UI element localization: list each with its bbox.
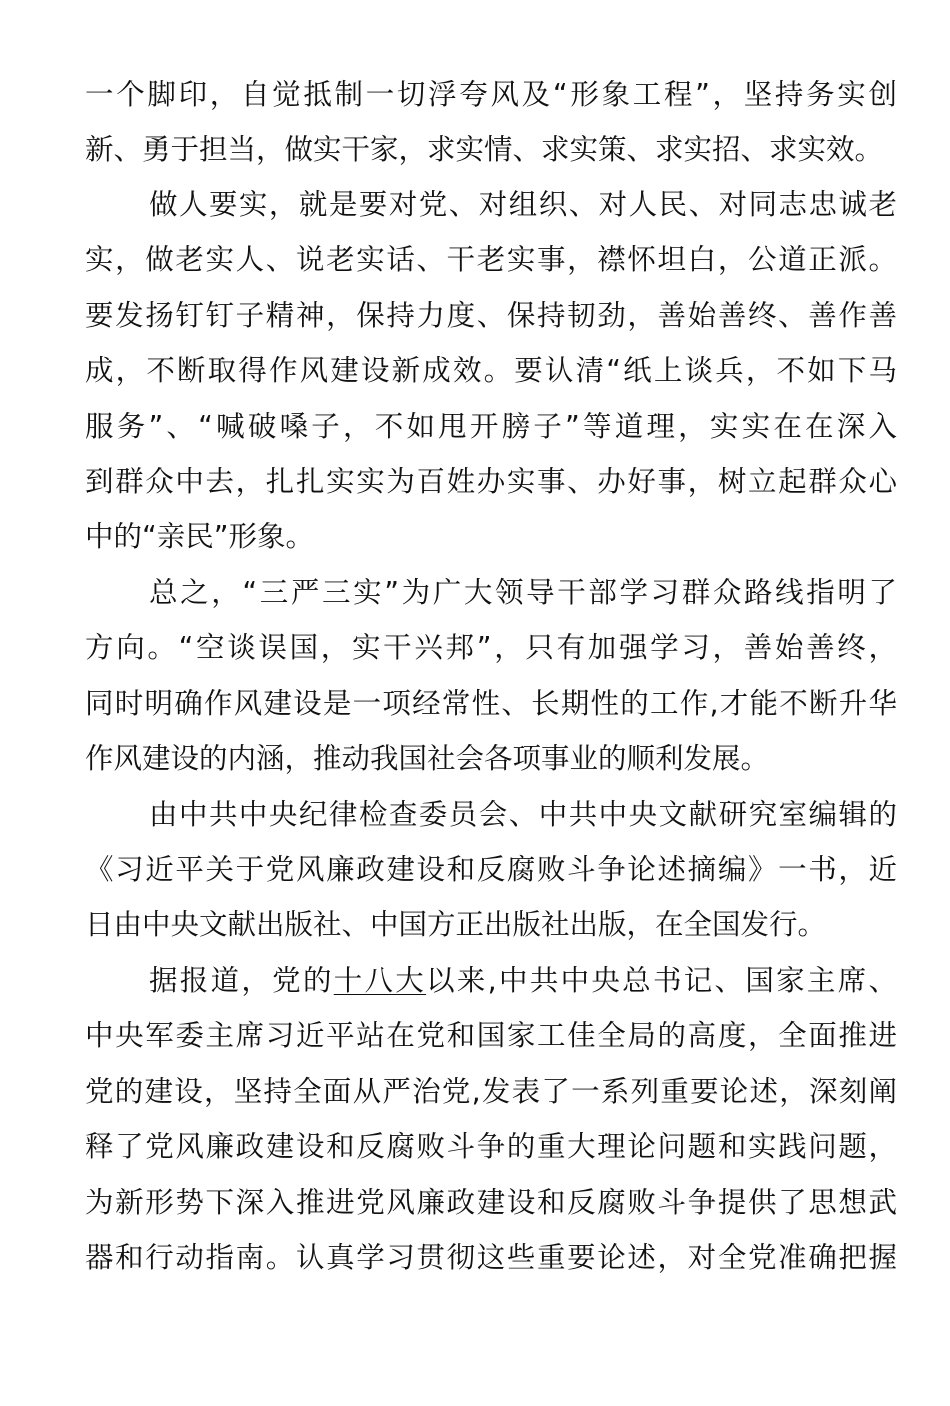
text-line: 释了党风廉政建设和反腐败斗争的重大理论问题和实践问题， bbox=[85, 1130, 897, 1163]
text-line: 要发扬钉钉子精神，保持力度、保持韧劲，善始善终、善作善 bbox=[85, 299, 897, 332]
text-line: 为新形势下深入推进党风廉政建设和反腐败斗争提供了思想武 bbox=[85, 1186, 897, 1219]
text-segment: 据报道，党的 bbox=[149, 964, 334, 997]
text-line: 新、勇于担当，做实干家，求实情、求实策、求实招、求实效。 bbox=[85, 133, 884, 166]
text-line: 中的“亲民”形象。 bbox=[85, 520, 315, 553]
text-line: 方向。“空谈误国，实干兴邦”，只有加强学习，善始善终， bbox=[85, 631, 897, 664]
text-line: 成，不断取得作风建设新成效。要认清“纸上谈兵，不如下马 bbox=[85, 354, 897, 387]
text-line: 一个脚印，自觉抵制一切浮夸风及“形象工程”，坚持务实创 bbox=[85, 78, 897, 111]
text-line: 作风建设的内涵，推动我国社会各项事业的顺利发展。 bbox=[85, 742, 770, 775]
underlined-term: 十八大 bbox=[333, 964, 427, 997]
text-line: 由中共中央纪律检查委员会、中共中央文献研究室编辑的 bbox=[149, 798, 897, 831]
text-line: 做人要实，就是要对党、对组织、对人民、对同志忠诚老 bbox=[149, 188, 897, 221]
text-line: 器和行动指南。认真学习贯彻这些重要论述，对全党准确把握 bbox=[85, 1241, 897, 1274]
text-line: 中央军委主席习近平站在党和国家工佳全局的高度，全面推进 bbox=[85, 1019, 897, 1052]
text-line: 《习近平关于党风廉政建设和反腐败斗争论述摘编》一书，近 bbox=[85, 853, 897, 886]
text-line: 总之，“三严三实”为广大领导干部学习群众路线指明了 bbox=[149, 576, 897, 609]
text-line bbox=[149, 961, 897, 1001]
text-line: 党的建设，坚持全面从严治党,发表了一系列重要论述，深刻阐 bbox=[85, 1075, 897, 1108]
text-line: 服务”、“喊破嗓子，不如甩开膀子”等道理，实实在在深入 bbox=[85, 410, 897, 443]
text-line: 日由中央文献出版社、中国方正出版社出版，在全国发行。 bbox=[85, 908, 827, 941]
text-line: 到群众中去，扎扎实实为百姓办实事、办好事，树立起群众心 bbox=[85, 465, 897, 498]
text-segment: 以来,中共中央总书记、国家主席、 bbox=[426, 964, 897, 997]
text-line: 同时明确作风建设是一项经常性、长期性的工作,才能不断升华 bbox=[85, 687, 897, 720]
text-line: 实，做老实人、说老实话、干老实事，襟怀坦白，公道正派。 bbox=[85, 243, 897, 276]
